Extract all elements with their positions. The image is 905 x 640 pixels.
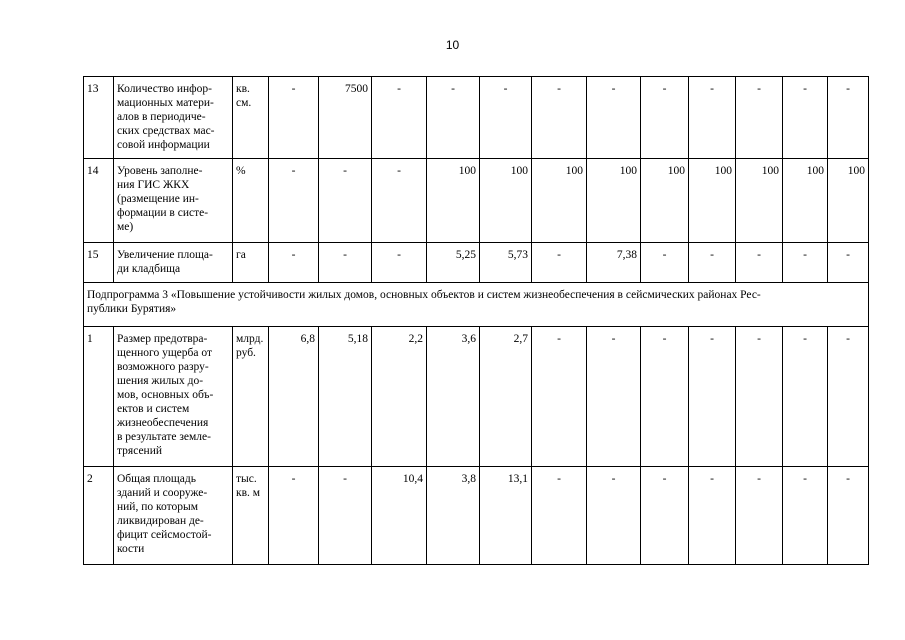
- value-cell: 7500: [319, 77, 372, 159]
- value-cell: 13,1: [480, 467, 532, 565]
- subprogram-row: [84, 283, 869, 327]
- value-cell: -: [532, 327, 587, 467]
- value-cell: 100: [641, 159, 689, 243]
- indicator-name: Размер предотвра- щенного ущерба от возможного разру- шения жилых до- мов, основных объ- ектов и систем жизнеобеспечения в результате земле- трясений: [114, 327, 233, 467]
- table-body: [84, 77, 869, 565]
- value-cell: -: [828, 243, 869, 283]
- value-cell: -: [587, 327, 641, 467]
- value-cell: -: [736, 77, 783, 159]
- indicator-name: Общая площадь зданий и сооруже- ний, по которым ликвидирован де- фицит сейсмостой- кости: [114, 467, 233, 565]
- value-cell: 2,2: [372, 327, 427, 467]
- value-cell: -: [532, 243, 587, 283]
- value-cell: -: [532, 467, 587, 565]
- value-cell: 10,4: [372, 467, 427, 565]
- value-cell: -: [372, 77, 427, 159]
- value-cell: -: [828, 467, 869, 565]
- value-cell: 100: [689, 159, 736, 243]
- value-cell: 100: [427, 159, 480, 243]
- value-cell: -: [736, 467, 783, 565]
- value-cell: 100: [480, 159, 532, 243]
- value-cell: 2,7: [480, 327, 532, 467]
- row-number: 13: [84, 77, 114, 159]
- value-cell: -: [783, 77, 828, 159]
- value-cell: -: [372, 159, 427, 243]
- value-cell: -: [372, 243, 427, 283]
- page-number: 10: [445, 38, 460, 52]
- value-cell: -: [480, 77, 532, 159]
- value-cell: -: [689, 327, 736, 467]
- table-row: [84, 467, 869, 565]
- value-cell: -: [783, 467, 828, 565]
- row-number: 15: [84, 243, 114, 283]
- value-cell: -: [641, 243, 689, 283]
- indicator-name: Уровень заполне- ния ГИС ЖКХ (размещение ин- формации в систе- ме): [114, 159, 233, 243]
- table-row: [84, 243, 869, 283]
- value-cell: 5,25: [427, 243, 480, 283]
- value-cell: 100: [783, 159, 828, 243]
- value-cell: -: [269, 243, 319, 283]
- value-cell: -: [689, 243, 736, 283]
- unit-cell: тыс. кв. м: [233, 467, 269, 565]
- value-cell: 7,38: [587, 243, 641, 283]
- value-cell: -: [319, 159, 372, 243]
- value-cell: 5,73: [480, 243, 532, 283]
- value-cell: -: [828, 327, 869, 467]
- unit-cell: кв. см.: [233, 77, 269, 159]
- indicator-name: Количество инфор- мационных матери- алов в периодиче- ских средствах мас- совой информации: [114, 77, 233, 159]
- value-cell: -: [736, 243, 783, 283]
- row-number: 2: [84, 467, 114, 565]
- value-cell: -: [319, 243, 372, 283]
- value-cell: -: [641, 327, 689, 467]
- row-number: 14: [84, 159, 114, 243]
- value-cell: -: [532, 77, 587, 159]
- value-cell: -: [269, 77, 319, 159]
- value-cell: 5,18: [319, 327, 372, 467]
- value-cell: 3,6: [427, 327, 480, 467]
- value-cell: -: [783, 327, 828, 467]
- value-cell: 100: [587, 159, 641, 243]
- value-cell: -: [736, 327, 783, 467]
- value-cell: 3,8: [427, 467, 480, 565]
- subprogram-title: Подпрограмма 3 «Повышение устойчивости жилых домов, основных объектов и систем жизнеобеспечения в сейсмических районах Рес- публики Бурятия»: [84, 283, 869, 327]
- value-cell: -: [641, 467, 689, 565]
- value-cell: 100: [828, 159, 869, 243]
- indicators-table: [83, 76, 869, 565]
- indicator-name: Увеличение площа- ди кладбища: [114, 243, 233, 283]
- value-cell: -: [269, 467, 319, 565]
- value-cell: 100: [532, 159, 587, 243]
- unit-cell: млрд. руб.: [233, 327, 269, 467]
- value-cell: -: [689, 77, 736, 159]
- row-number: 1: [84, 327, 114, 467]
- value-cell: 100: [736, 159, 783, 243]
- table-row: [84, 327, 869, 467]
- value-cell: -: [783, 243, 828, 283]
- value-cell: -: [828, 77, 869, 159]
- unit-cell: га: [233, 243, 269, 283]
- table-row: [84, 77, 869, 159]
- value-cell: -: [319, 467, 372, 565]
- unit-cell: %: [233, 159, 269, 243]
- value-cell: -: [587, 77, 641, 159]
- table-row: [84, 159, 869, 243]
- value-cell: -: [269, 159, 319, 243]
- value-cell: -: [427, 77, 480, 159]
- value-cell: 6,8: [269, 327, 319, 467]
- value-cell: -: [587, 467, 641, 565]
- value-cell: -: [689, 467, 736, 565]
- value-cell: -: [641, 77, 689, 159]
